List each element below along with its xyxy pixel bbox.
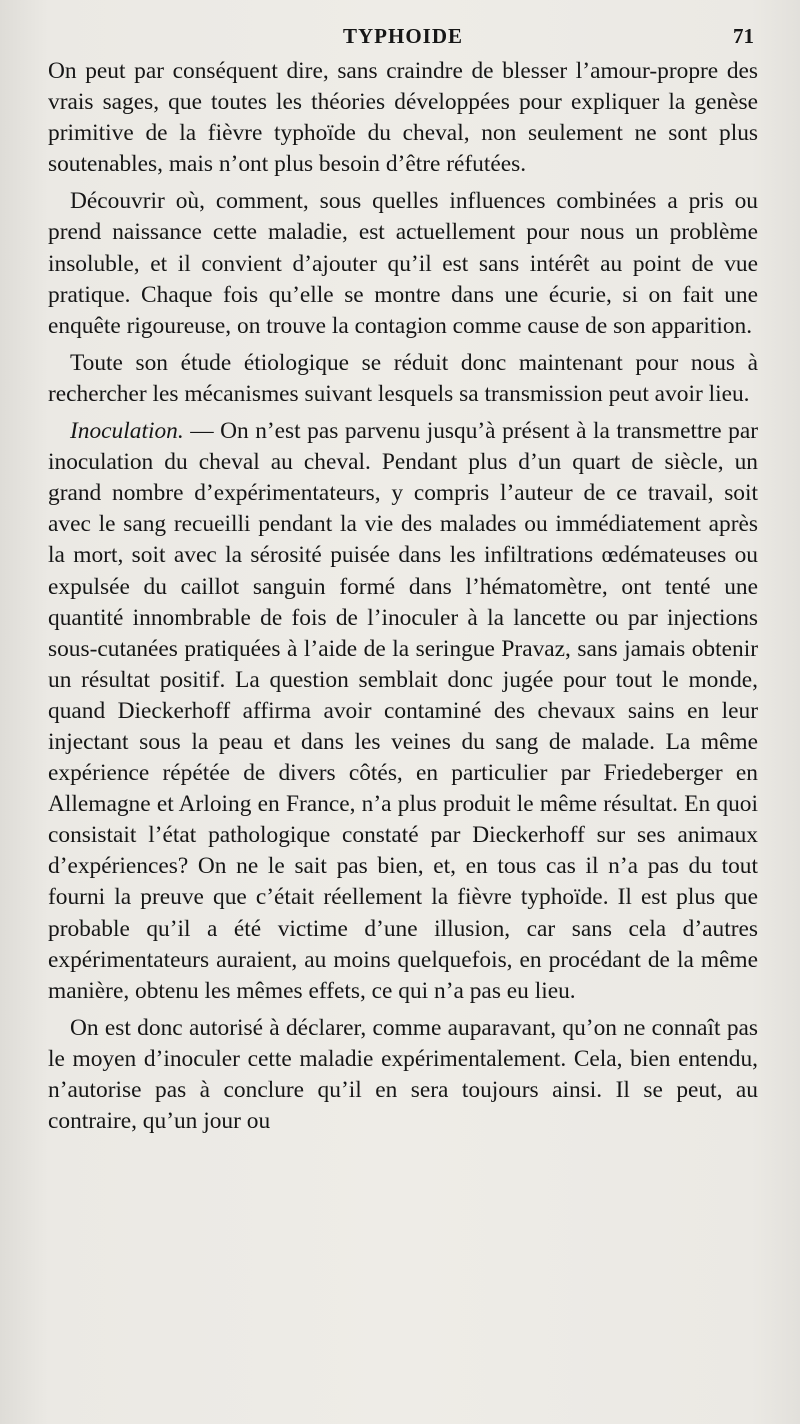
page-header: [48, 20, 758, 56]
paragraph-text: — On n’est pas parvenu jusqu’à présent à la transmettre par inoculation du cheval au cheval. Pendant plus d’un quart de siècle, un grand nombre d’expérimentateurs, y compris l’auteur de ce travail, soit avec le sang recueilli pendant la vie des malades ou immédiatement après la mort, soit avec la sérosité puisée dans les infiltrations œdémateuses ou expulsée du caillot sanguin formé dans l’hématomètre, ont tenté une quantité innombrable de fois de l’inoculer à la lancette ou par injections sous-cutanées pratiquées à l’aide de la seringue Pravaz, sans jamais obtenir un résultat positif. La question semblait donc jugée pour tout le monde, quand Dieckerhoff affirma avoir contaminé des chevaux sains en leur injectant sous la peau et dans les veines du sang de malade. La même expérience répétée de divers côtés, en particulier par Friedeberger en Allemagne et Arloing en France, n’a plus produit le même résultat. En quoi consistait l’état pathologique constaté par Dieckerhoff sur ses animaux d’expériences? On ne le sait pas bien, et, en tous cas il n’a pas du tout fourni la preuve que c’était réellement la fièvre typhoïde. Il est plus que probable qu’il a été victime d’une illusion, car sans cela d’autres expérimentateurs auraient, au moins quelquefois, en procédant de la même manière, obtenu les mêmes effets, ce qui n’a pas eu lieu.: [48, 418, 758, 1004]
paragraph-text: Découvrir où, comment, sous quelles influences combinées a pris ou prend naissance cette maladie, est actuellement pour nous un problème insoluble, et il convient d’ajouter qu’il est sans intérêt au point de vue pratique. Chaque fois qu’elle se montre dans une écurie, si on fait une enquête rigoureuse, on trouve la contagion comme cause de son apparition.: [48, 188, 758, 339]
paragraph-5: [48, 1013, 758, 1137]
running-title: TYPHOIDE: [342, 24, 463, 48]
paragraph-3: [48, 348, 758, 410]
paragraph-text: Toute son étude étiologique se réduit donc maintenant pour nous à rechercher les mécanismes suivant lesquels sa transmission peut avoir lieu.: [48, 349, 758, 407]
section-heading-inoculation: Inoculation.: [70, 418, 184, 445]
paragraph-1: [48, 56, 758, 180]
paragraph-text: On est donc autorisé à déclarer, comme auparavant, qu’on ne connaît pas le moyen d’inoculer cette maladie expérimentalement. Cela, bien entendu, n’autorise pas à conclure qu’il en sera toujours ainsi. Il se peut, au contraire, qu’un jour ou: [48, 1014, 758, 1135]
body-text: [48, 56, 758, 1137]
paragraph-2: [48, 186, 758, 341]
paragraph-4: [48, 416, 758, 1007]
paragraph-text: On peut par conséquent dire, sans craindre de blesser l’amour-propre des vrais sages, que toutes les théories développées pour expliquer la genèse primitive de la fièvre typhoïde du cheval, non seulement ne sont plus soutenables, mais n’ont plus besoin d’être réfutées.: [48, 58, 758, 178]
page-number: 71: [733, 24, 754, 48]
